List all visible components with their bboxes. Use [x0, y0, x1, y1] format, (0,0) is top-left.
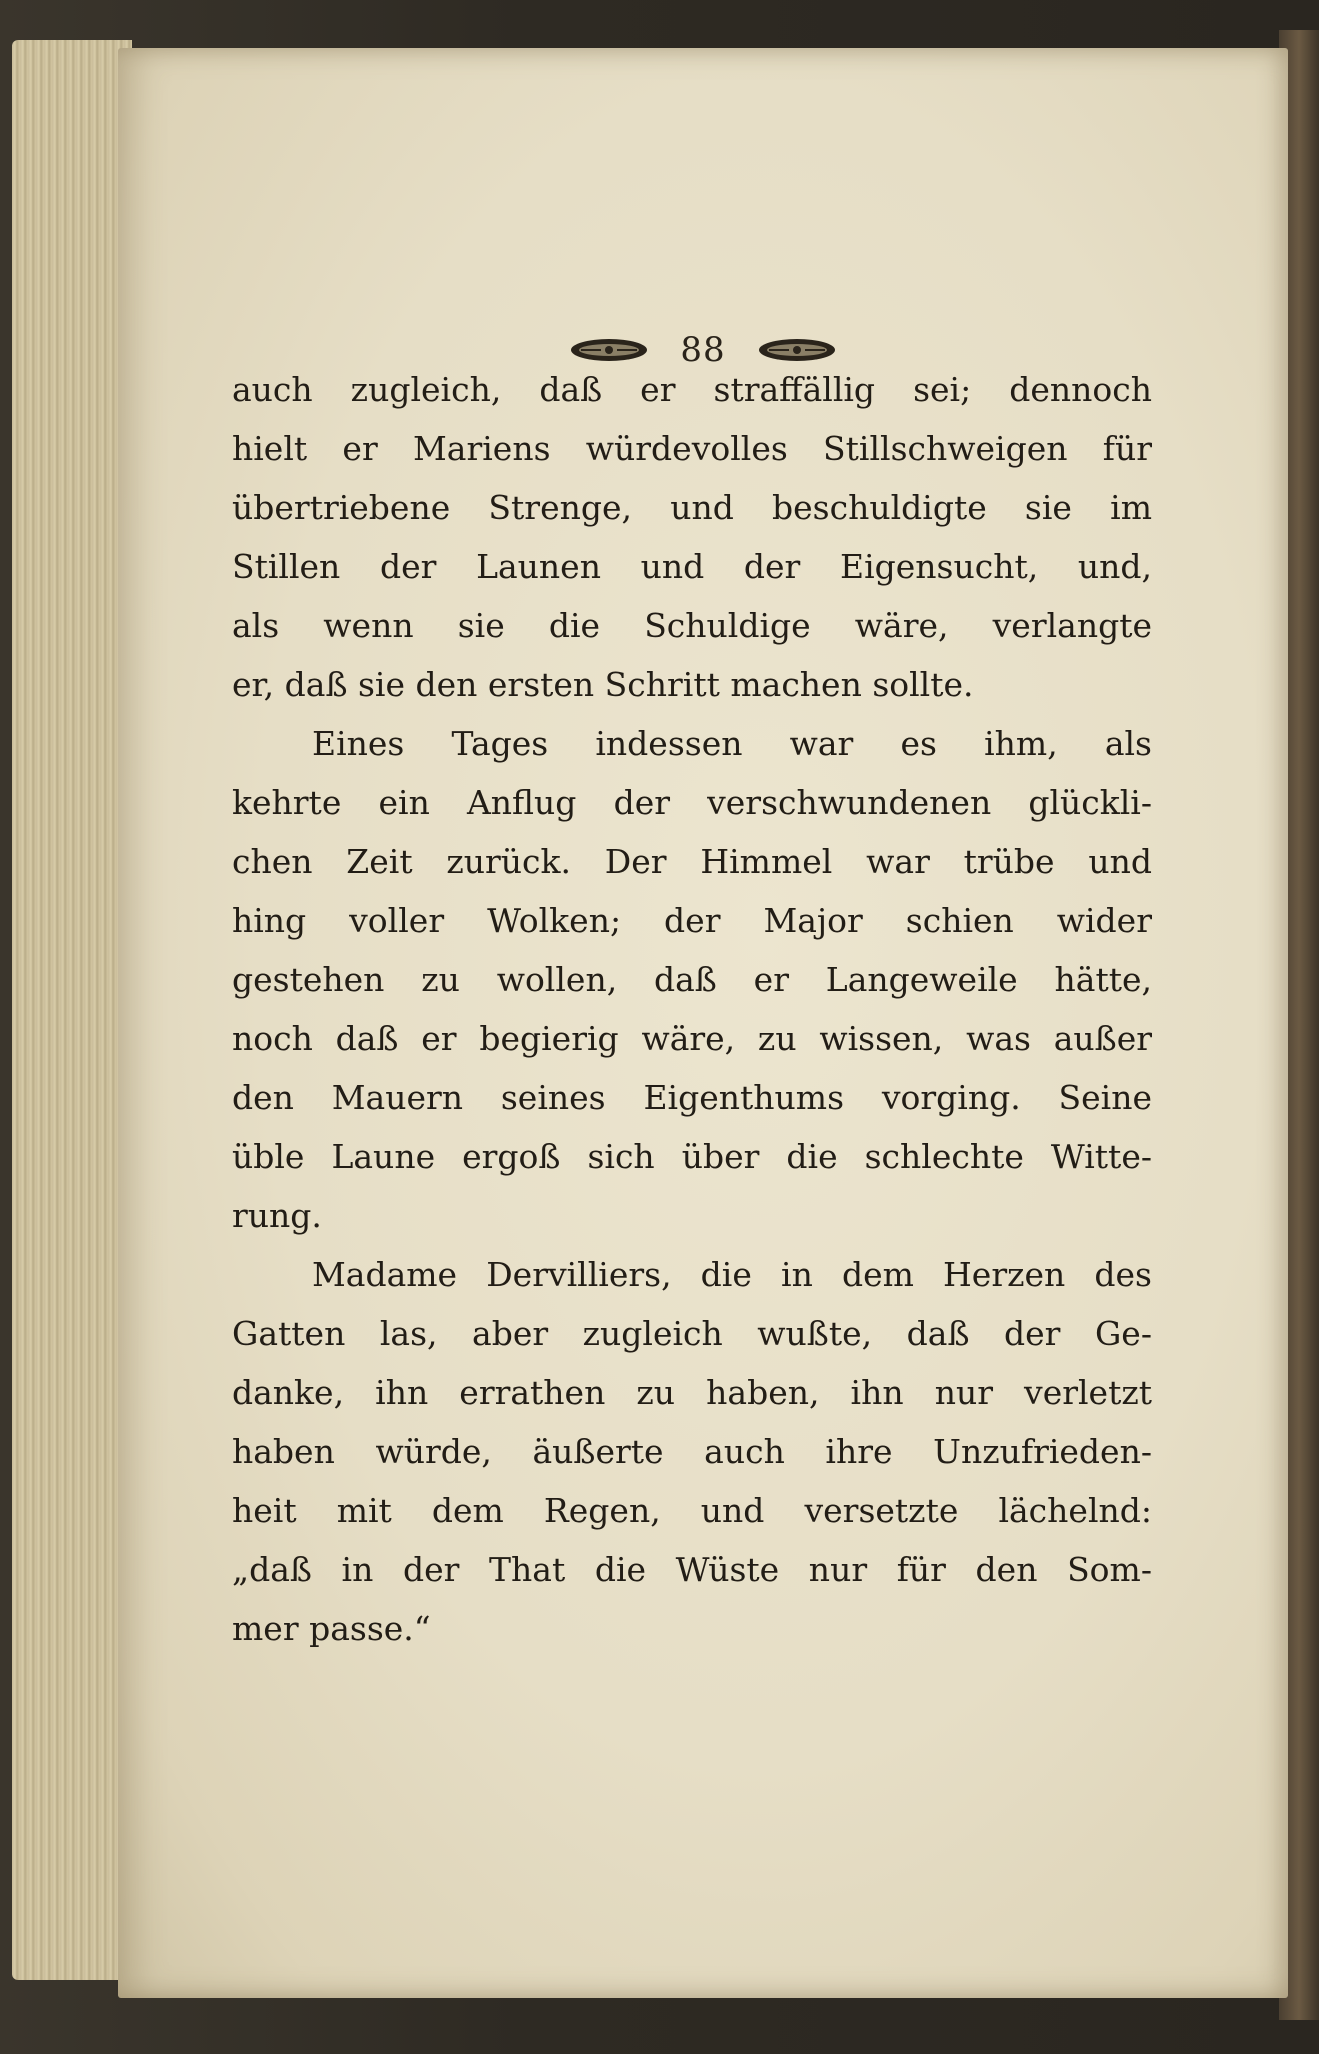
text-line: danke, ihn errathen zu haben, ihn nur verletzt: [232, 1373, 1152, 1412]
text-line: hing voller Wolken; der Major schien wider: [232, 901, 1152, 940]
text-line: rung.: [232, 1196, 322, 1235]
text-line: Eines Tages indessen war es ihm, als: [312, 724, 1152, 763]
text-line: noch daß er begierig wäre, zu wissen, was außer: [232, 1019, 1152, 1058]
text-line: kehrte ein Anflug der verschwundenen glückli-: [232, 783, 1152, 822]
text-line: haben würde, äußerte auch ihre Unzufrieden-: [232, 1432, 1152, 1471]
page-number: 88: [680, 330, 726, 370]
text-line: Stillen der Launen und der Eigensucht, und,: [232, 547, 1152, 586]
text-line: übertriebene Strenge, und beschuldigte sie im: [232, 488, 1152, 527]
text-line: „daß in der That die Wüste nur für den Som-: [232, 1550, 1152, 1589]
text-line: chen Zeit zurück. Der Himmel war trübe und: [232, 842, 1152, 881]
text-line: üble Laune ergoß sich über die schlechte Witte-: [232, 1137, 1152, 1176]
text-line: als wenn sie die Schuldige wäre, verlangte: [232, 606, 1152, 645]
page-edges: [12, 40, 132, 1980]
text-line: gestehen zu wollen, daß er Langeweile hätte,: [232, 960, 1152, 999]
text-line: mer passe.“: [232, 1609, 431, 1648]
text-line: heit mit dem Regen, und versetzte lächelnd:: [232, 1491, 1152, 1530]
body-text: [232, 360, 1152, 1658]
text-line: den Mauern seines Eigenthums vorging. Seine: [232, 1078, 1152, 1117]
text-line: auch zugleich, daß er straffällig sei; dennoch: [232, 370, 1152, 409]
text-line: Madame Dervilliers, die in dem Herzen des: [312, 1255, 1152, 1294]
text-line: Gatten las, aber zugleich wußte, daß der Ge-: [232, 1314, 1152, 1353]
text-line: hielt er Mariens würdevolles Stillschweigen für: [232, 429, 1152, 468]
text-line: er, daß sie den ersten Schritt machen sollte.: [232, 665, 974, 704]
